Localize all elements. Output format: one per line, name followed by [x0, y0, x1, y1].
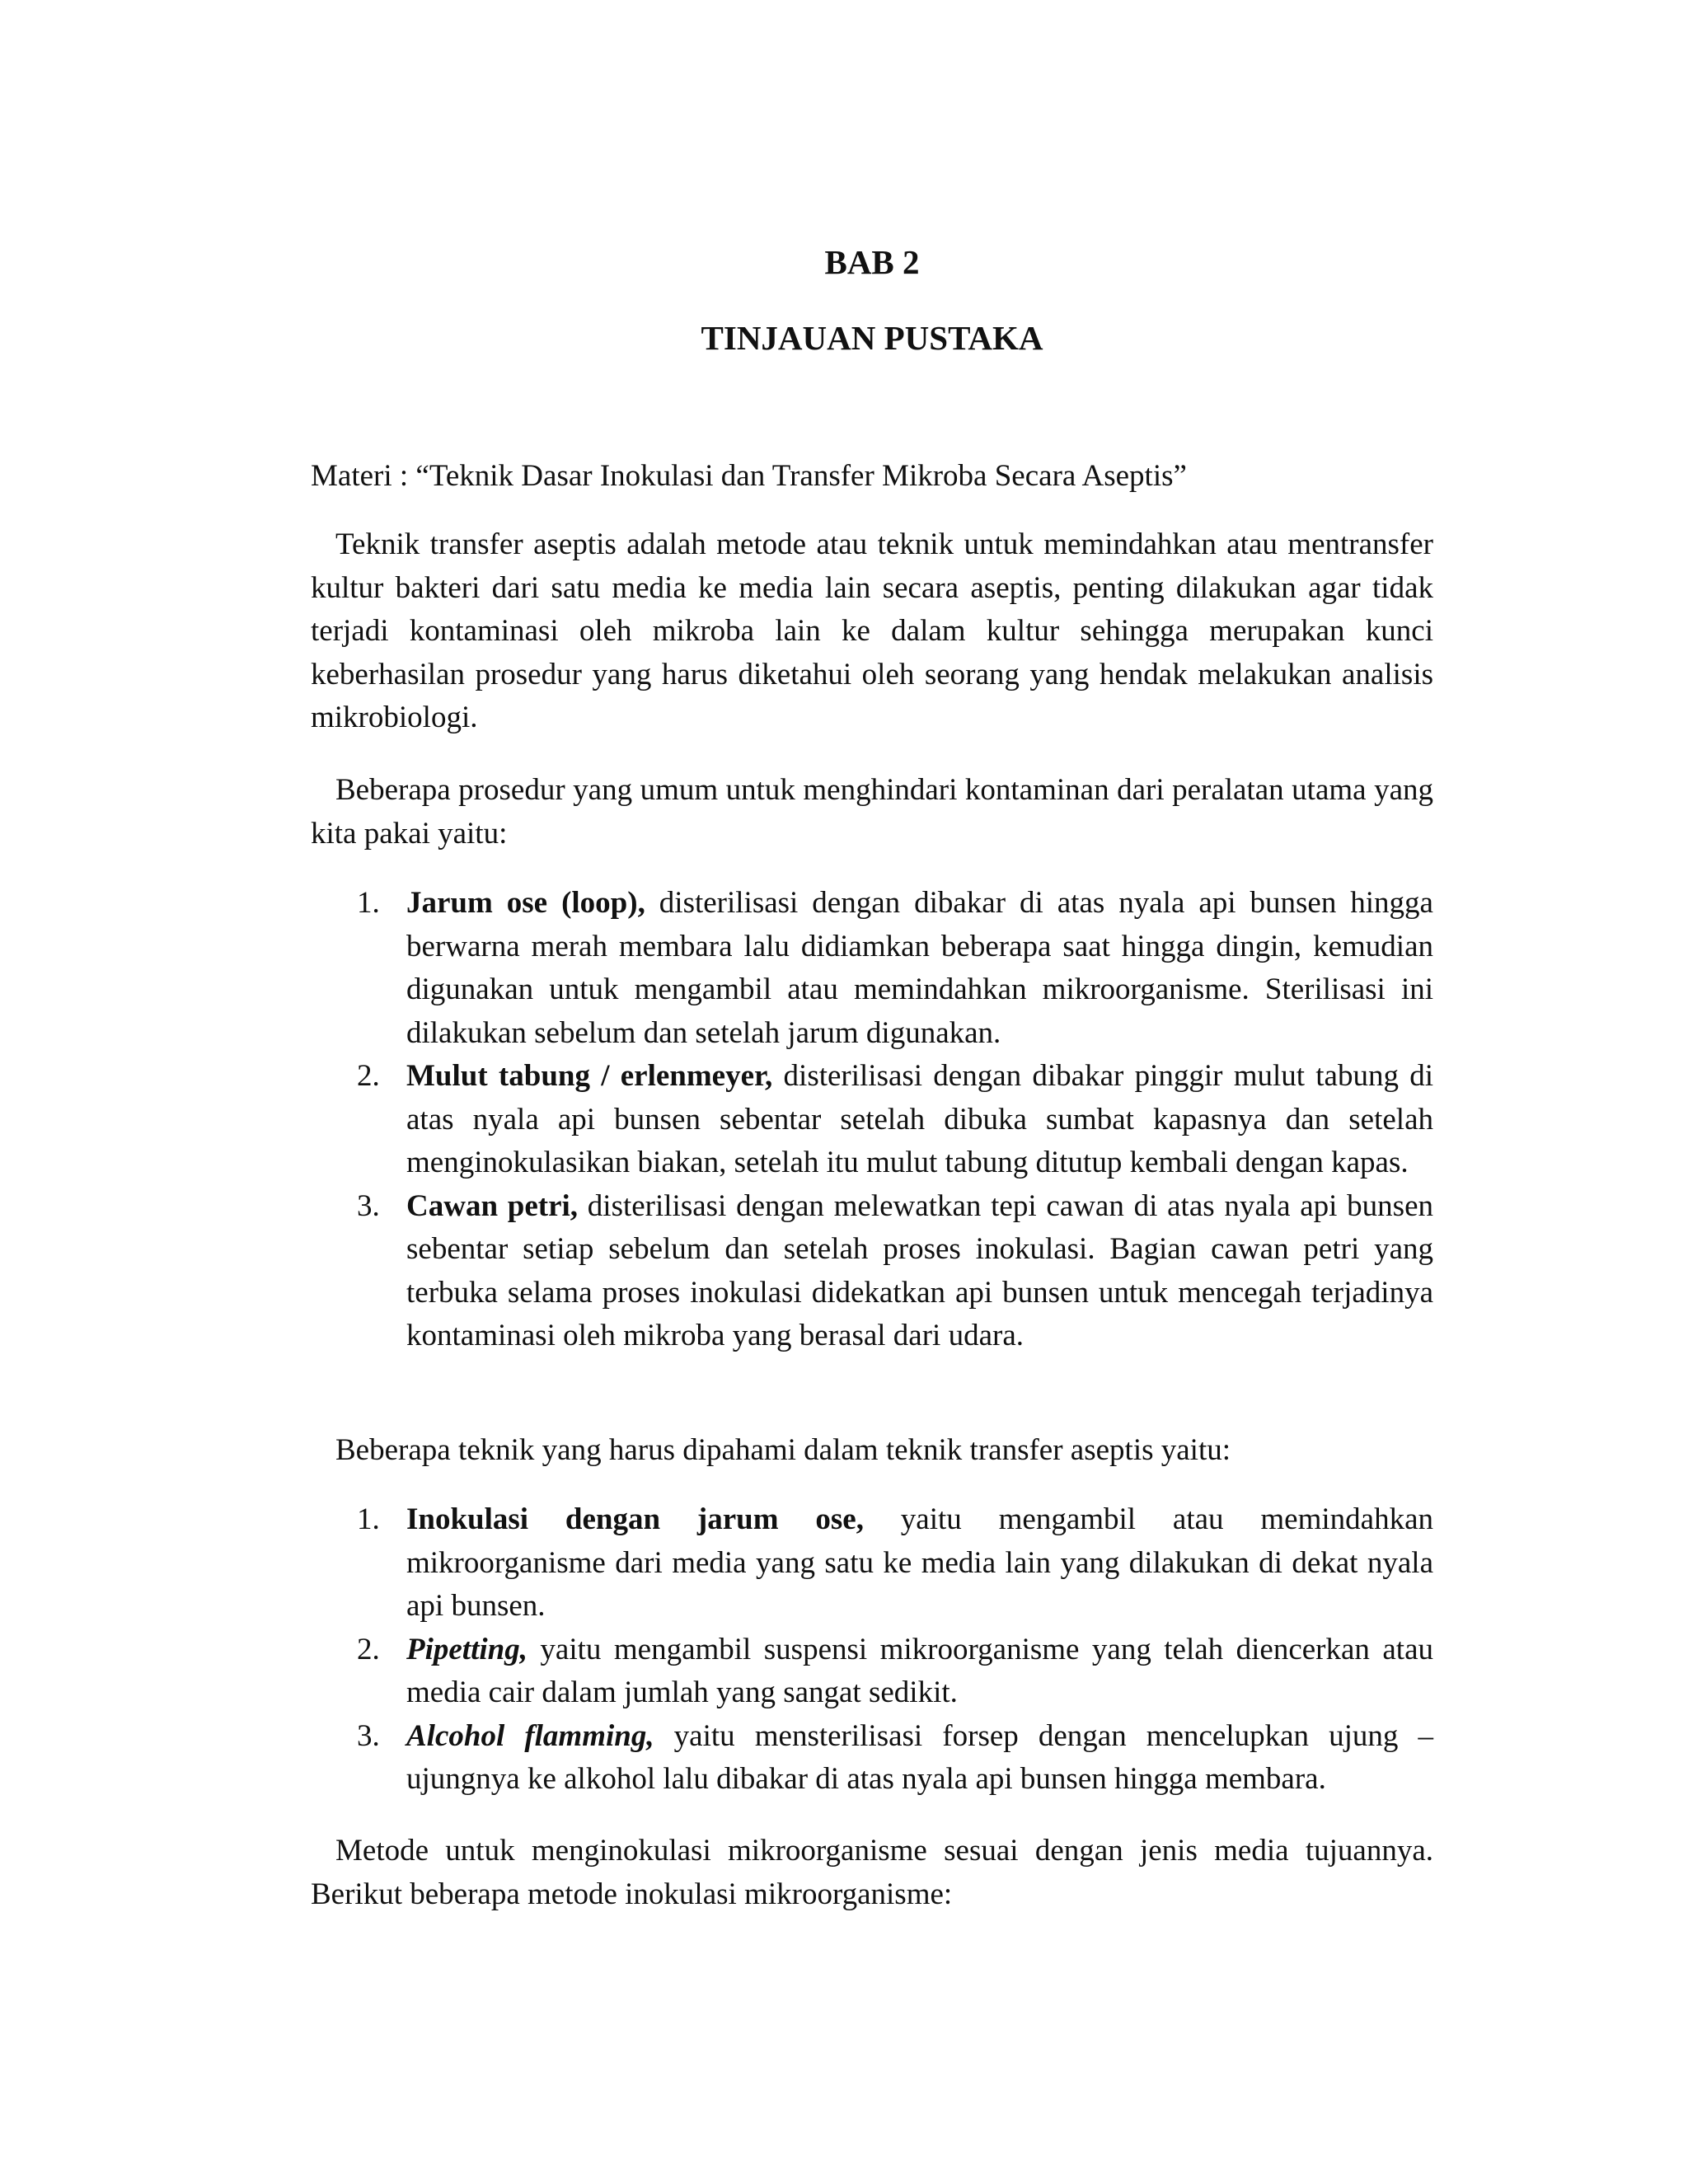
- list-number: 1.: [357, 886, 380, 920]
- list-item: [311, 1055, 1433, 1185]
- techniques-list: [311, 1498, 1433, 1802]
- list-text: yaitu mengambil atau memindahkan mikroorganisme dari media yang satu ke media lain yang dilakukan di dekat nyala api bunsen.: [406, 1502, 1433, 1623]
- list-term: Pipetting,: [406, 1632, 528, 1666]
- list-number: 2.: [357, 1632, 380, 1666]
- paragraph-methods-intro: Metode untuk menginokulasi mikroorganisme sesuai dengan jenis media tujuannya. Berikut beberapa metode inokulasi mikroorganisme:: [311, 1834, 1433, 1911]
- list-item: [311, 882, 1433, 1055]
- paragraph-procedures-intro: Beberapa prosedur yang umum untuk menghindari kontaminan dari peralatan utama yang kita pakai yaitu:: [311, 773, 1433, 851]
- paragraph-aseptic-definition: Teknik transfer aseptis adalah metode atau teknik untuk memindahkan atau mentransfer kultur bakteri dari satu media ke media lain secara aseptis, penting dilakukan agar tidak terjadi kontaminasi oleh mikroba lain ke dalam kultur sehingga merupakan kunci keberhasilan prosedur yang harus diketahui oleh seorang yang hendak melakukan analisis mikrobiologi.: [311, 527, 1433, 734]
- list-item: [311, 1498, 1433, 1629]
- list-item: [311, 1715, 1433, 1802]
- materi-line: Materi : “Teknik Dasar Inokulasi dan Transfer Mikroba Secara Aseptis”: [311, 459, 1187, 493]
- list-item: [311, 1629, 1433, 1715]
- list-text: yaitu mensterilisasi forsep dengan mencelupkan ujung – ujungnya ke alkohol lalu dibakar di atas nyala api bunsen hingga membara.: [406, 1718, 1433, 1796]
- list-text: disterilisasi dengan dibakar di atas nyala api bunsen hingga berwarna merah membara lalu didiamkan beberapa saat hingga dingin, kemudian digunakan untuk mengambil atau memindahkan mikroorganisme. Sterilisasi ini dilakukan sebelum dan setelah jarum digunakan.: [406, 886, 1433, 1050]
- paragraph-techniques-intro: Beberapa teknik yang harus dipahami dalam teknik transfer aseptis yaitu:: [335, 1433, 1231, 1467]
- list-term: Alcohol flamming,: [406, 1718, 654, 1753]
- list-term: Inokulasi dengan jarum ose,: [406, 1502, 864, 1536]
- list-term: Jarum ose (loop),: [406, 886, 645, 920]
- list-number: 3.: [357, 1188, 380, 1223]
- list-text: disterilisasi dengan dibakar pinggir mulut tabung di atas nyala api bunsen sebentar setelah dibuka sumbat kapasnya dan setelah menginokulasikan biakan, setelah itu mulut tabung ditutup kembali dengan kapas.: [406, 1059, 1433, 1179]
- list-text: disterilisasi dengan melewatkan tepi cawan di atas nyala api bunsen sebentar setiap sebelum dan setelah proses inokulasi. Bagian cawan petri yang terbuka selama proses inokulasi didekatkan api bunsen untuk mencegah terjadinya kontaminasi oleh mikroba yang berasal dari udara.: [406, 1188, 1434, 1352]
- chapter-number: BAB 2: [824, 243, 920, 281]
- list-text: yaitu mengambil suspensi mikroorganisme yang telah diencerkan atau media cair dalam jumlah yang sangat sedikit.: [406, 1632, 1433, 1709]
- chapter-title: TINJAUAN PUSTAKA: [701, 319, 1043, 357]
- procedures-list: [311, 882, 1433, 1358]
- list-term: Cawan petri,: [406, 1188, 579, 1223]
- list-term: Mulut tabung / erlenmeyer,: [406, 1059, 773, 1093]
- list-number: 1.: [357, 1502, 380, 1536]
- list-number: 2.: [357, 1059, 380, 1093]
- list-number: 3.: [357, 1718, 380, 1753]
- list-item: [311, 1185, 1433, 1358]
